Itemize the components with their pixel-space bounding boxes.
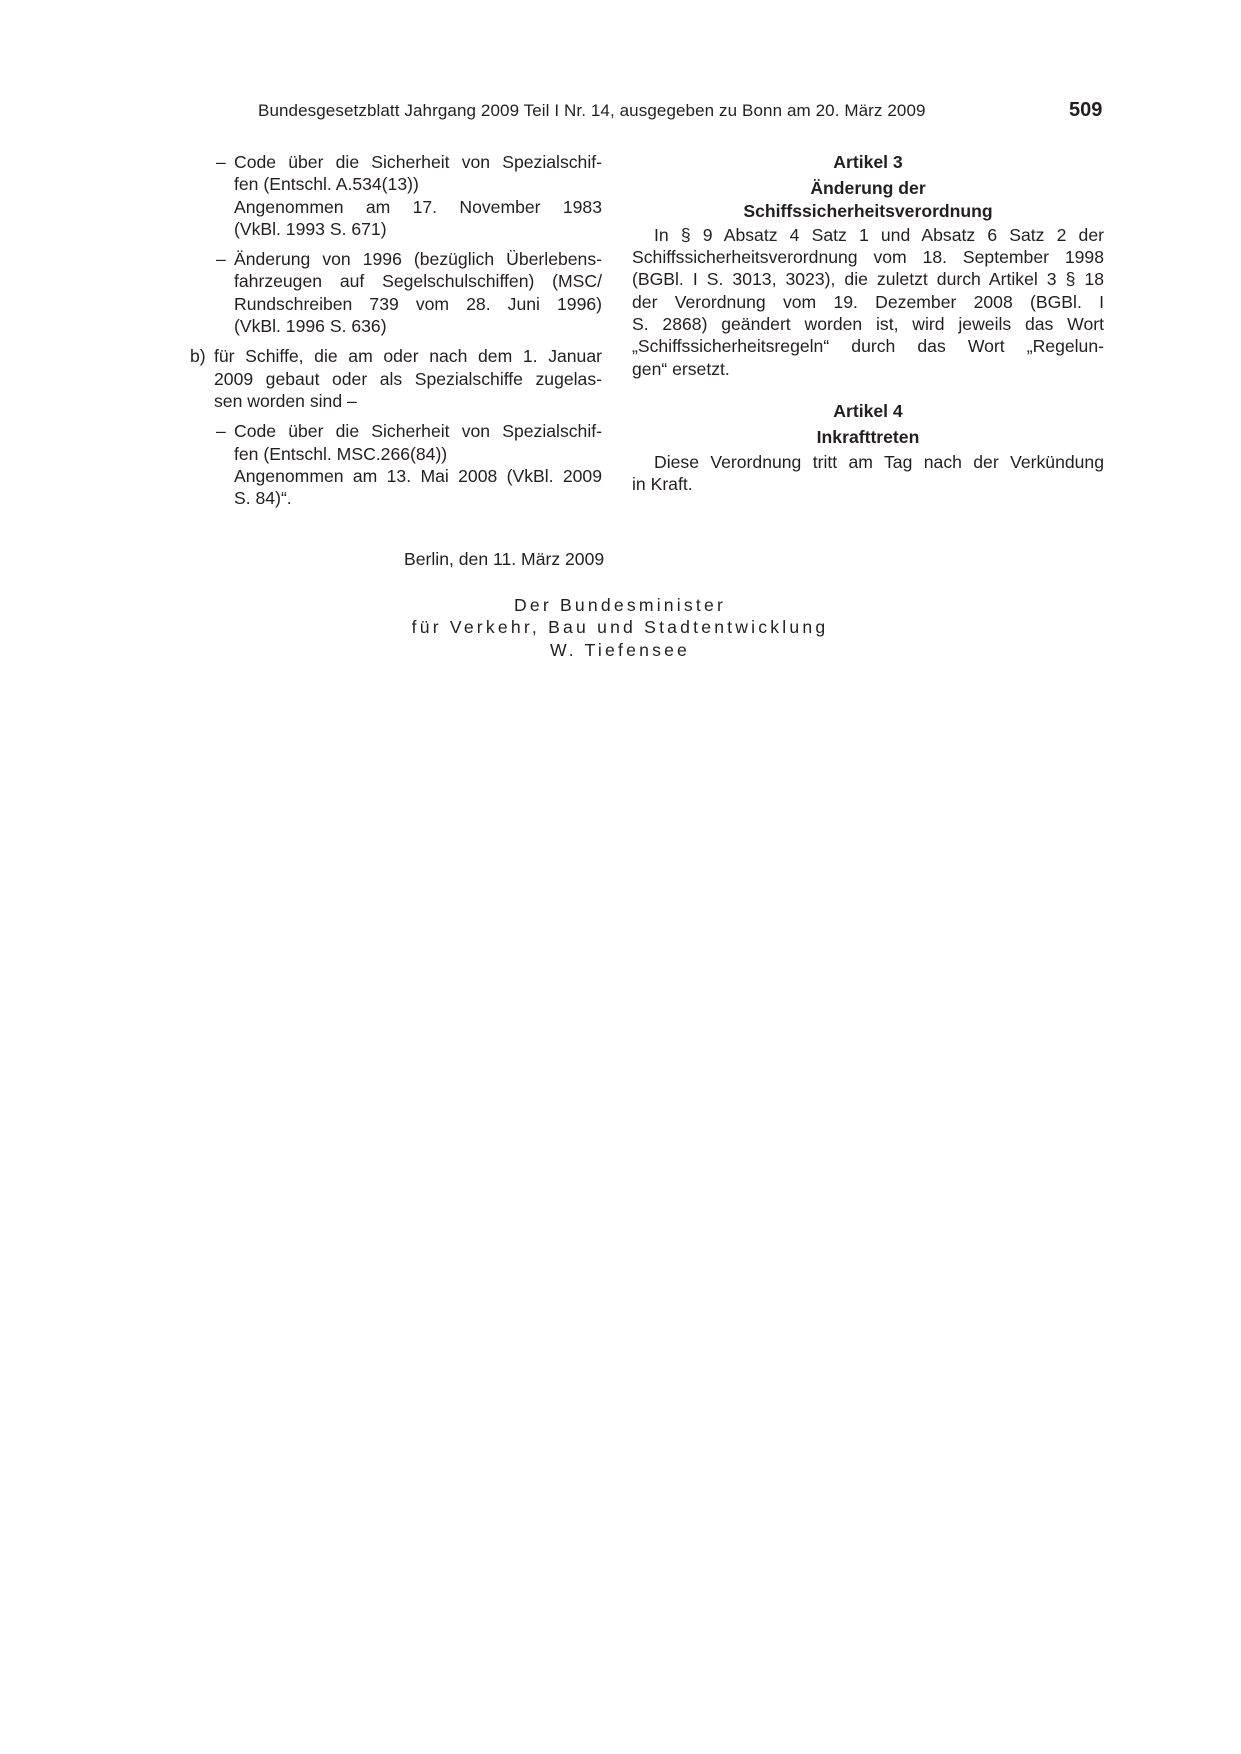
text-line: S. 2868) geändert worden ist, wird jeweils das Wort [632,314,1104,335]
text-line: fen (Entschl. A.534(13)) [234,174,419,195]
right-column [632,151,1104,495]
left-column [186,151,602,517]
text-line: „Schiffssicherheitsregeln“ durch das Wort „Regelun- [632,336,1104,357]
text-line: 2009 gebaut oder als Spezialschiffe zugelas- [214,368,602,389]
article-4 [632,400,1104,495]
article-number: Artikel 3 [833,152,903,172]
text-line: fahrzeugen auf Segelschulschiffen) (MSC/ [234,271,602,292]
text-line: (VkBl. 1996 S. 636) [234,316,387,337]
text-line: der Verordnung vom 19. Dezember 2008 (BGBl. I [632,291,1104,312]
article-title-line: Änderung der [810,178,926,199]
list-dash: – [216,152,226,172]
article-number: Artikel 4 [833,400,903,421]
text-line: Schiffssicherheitsverordnung vom 18. September 1998 [632,247,1104,268]
list-marker: b) [190,346,206,367]
text-line: Änderung von 1996 (bezüglich Überlebens- [234,249,602,270]
text-line: Angenommen am 13. Mai 2008 (VkBl. 2009 [234,465,602,486]
text-line: Code über die Sicherheit von Spezialschif- [234,421,602,442]
text-line: Rundschreiben 739 vom 28. Juni 1996) [234,293,602,314]
list-dash: – [216,249,226,270]
article-title [632,177,1104,222]
text-line: Code über die Sicherheit von Spezialschif- [234,152,602,172]
signatory-ministry: für Verkehr, Bau und Stadtentwicklung [411,617,829,638]
text-line: Angenommen am 17. November 1983 [234,196,602,217]
signature-block [320,594,920,661]
text-line: Diese Verordnung tritt am Tag nach der Verkündung [654,451,1104,472]
article-title: Inkrafttreten [816,427,920,448]
list-item-b [186,345,602,412]
page-number: 509 [1069,99,1103,121]
text-line: (BGBl. I S. 3013, 3023), die zuletzt durch Artikel 3 § 18 [632,269,1104,290]
running-title: Bundesgesetzblatt Jahrgang 2009 Teil I Nr. 14, ausgegeben zu Bonn am 20. März 2009 [258,101,926,120]
text-line: gen“ ersetzt. [632,358,730,379]
article-title-line: Schiffssicherheitsverordnung [743,200,993,221]
article-paragraph [632,451,1104,496]
list-dash: – [216,421,226,442]
text-line: sen worden sind – [214,390,357,411]
list-item [186,248,602,337]
text-line: S. 84)“. [234,488,292,509]
signatory-name: W. Tiefensee [549,639,691,660]
signatory-title: Der Bundesminister [513,595,727,615]
text-line: In § 9 Absatz 4 Satz 1 und Absatz 6 Satz 2 der [654,224,1104,245]
text-line: in Kraft. [632,473,693,494]
place-date: Berlin, den 11. März 2009 [404,549,605,569]
article-paragraph [632,224,1104,380]
list-item [186,151,602,240]
list-item [186,420,602,509]
text-line: fen (Entschl. MSC.266(84)) [234,443,448,464]
article-3 [632,151,1104,380]
text-line: (VkBl. 1993 S. 671) [234,218,387,239]
text-line: für Schiffe, die am oder nach dem 1. Januar [214,346,602,367]
